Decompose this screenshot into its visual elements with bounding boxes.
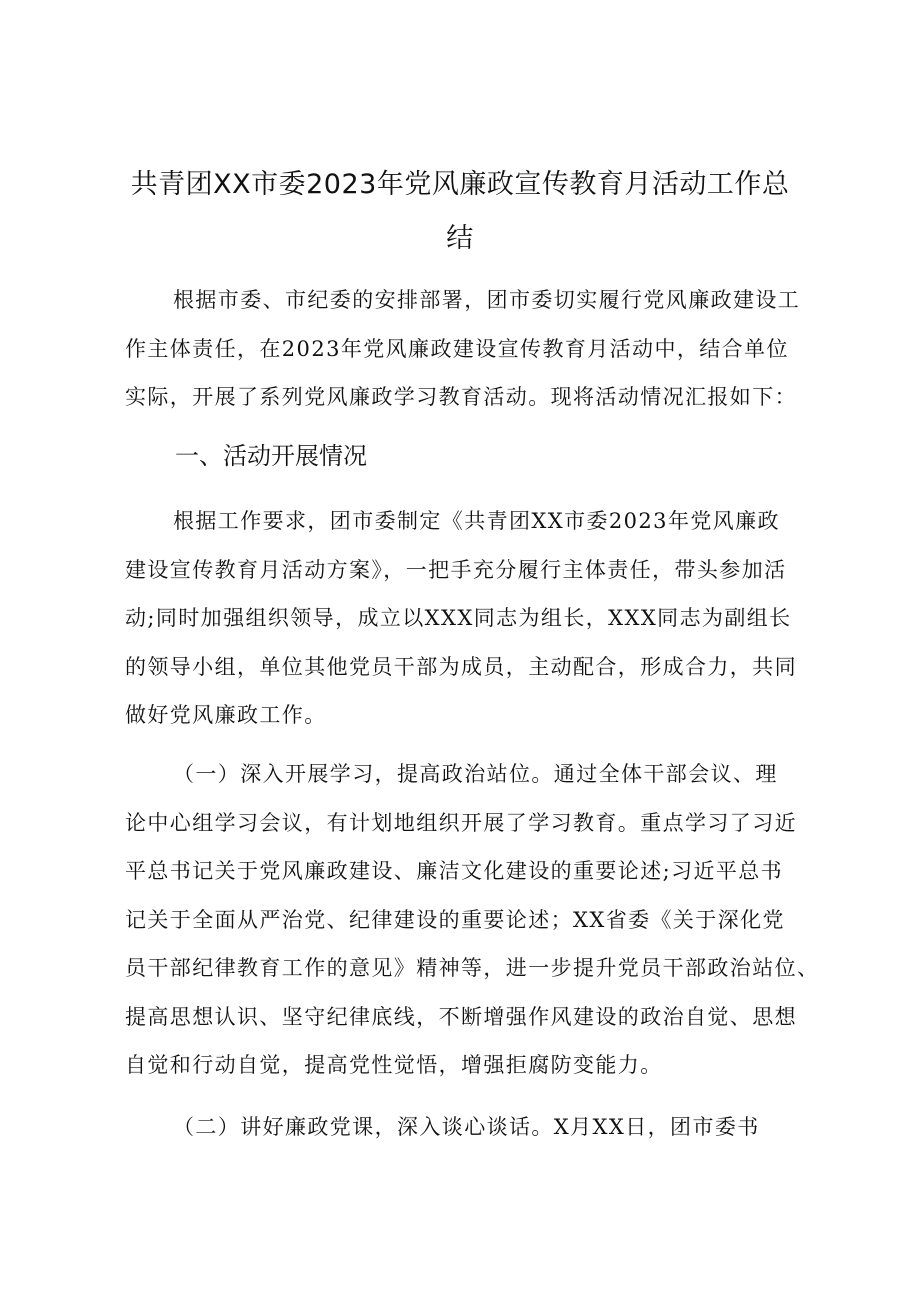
section-1-paragraph [125, 497, 805, 740]
section-1-line: 建设宣传教育月活动方案》，一把手充分履行主体责任，带头参加活 [125, 557, 787, 582]
intro-paragraph [125, 276, 805, 422]
item-1-line: 提高思想认识、坚守纪律底线，不断增强作风建设的政治自觉、思想 [125, 1004, 797, 1029]
item-1-line: （一）深入开展学习，提高政治站位。通过全体干部会议、理 [173, 762, 778, 786]
section-1-heading: 一、活动开展情况 [175, 442, 367, 470]
item-1-paragraph [125, 750, 820, 1090]
section-1-line: 的领导小组，单位其他党员干部为成员，主动配合，形成合力，共同 [125, 654, 797, 679]
item-2-paragraph [125, 1103, 805, 1152]
section-1-line: 动;同时加强组织领导，成立以XXX同志为组长，XXX同志为副组长 [125, 606, 792, 630]
intro-line: 根据市委、市纪委的安排部署，团市委切实履行党风廉政建设工 [173, 288, 801, 312]
item-2-line: （二）讲好廉政党课，深入谈心谈话。X月XX日，团市委书 [173, 1115, 760, 1139]
item-1-line: 论中心组学习会议，有计划地组织开展了学习教育。重点学习了习近 [125, 810, 797, 835]
item-1-line: 平总书记关于党风廉政建设、廉洁文化建设的重要论述;习近平总书 [125, 859, 784, 883]
section-1-line: 做好党风廉政工作。 [125, 703, 327, 727]
section-1-line: 根据工作要求，团市委制定《共青团XX市委2023年党风廉政 [173, 509, 780, 533]
intro-line: 实际，开展了系列党风廉政学习教育活动。现将活动情况汇报如下： [125, 385, 797, 409]
item-1-line: 员干部纪律教育工作的意见》精神等，进一步提升党员干部政治站位、 [125, 956, 820, 980]
title-line-2: 结 [446, 223, 474, 254]
title-line-1: 共青团XX市委2023年党风廉政宣传教育月活动工作总 [130, 169, 790, 200]
item-1-line: 自觉和行动自觉，提高党性觉悟，增强拒腐防变能力。 [125, 1053, 663, 1077]
item-1-line: 记关于全面从严治党、纪律建设的重要论述；XX省委《关于深化党 [125, 907, 785, 932]
intro-line: 作主体责任，在2023年党风廉政建设宣传教育月活动中，结合单位 [125, 336, 789, 361]
document-title [100, 158, 820, 266]
